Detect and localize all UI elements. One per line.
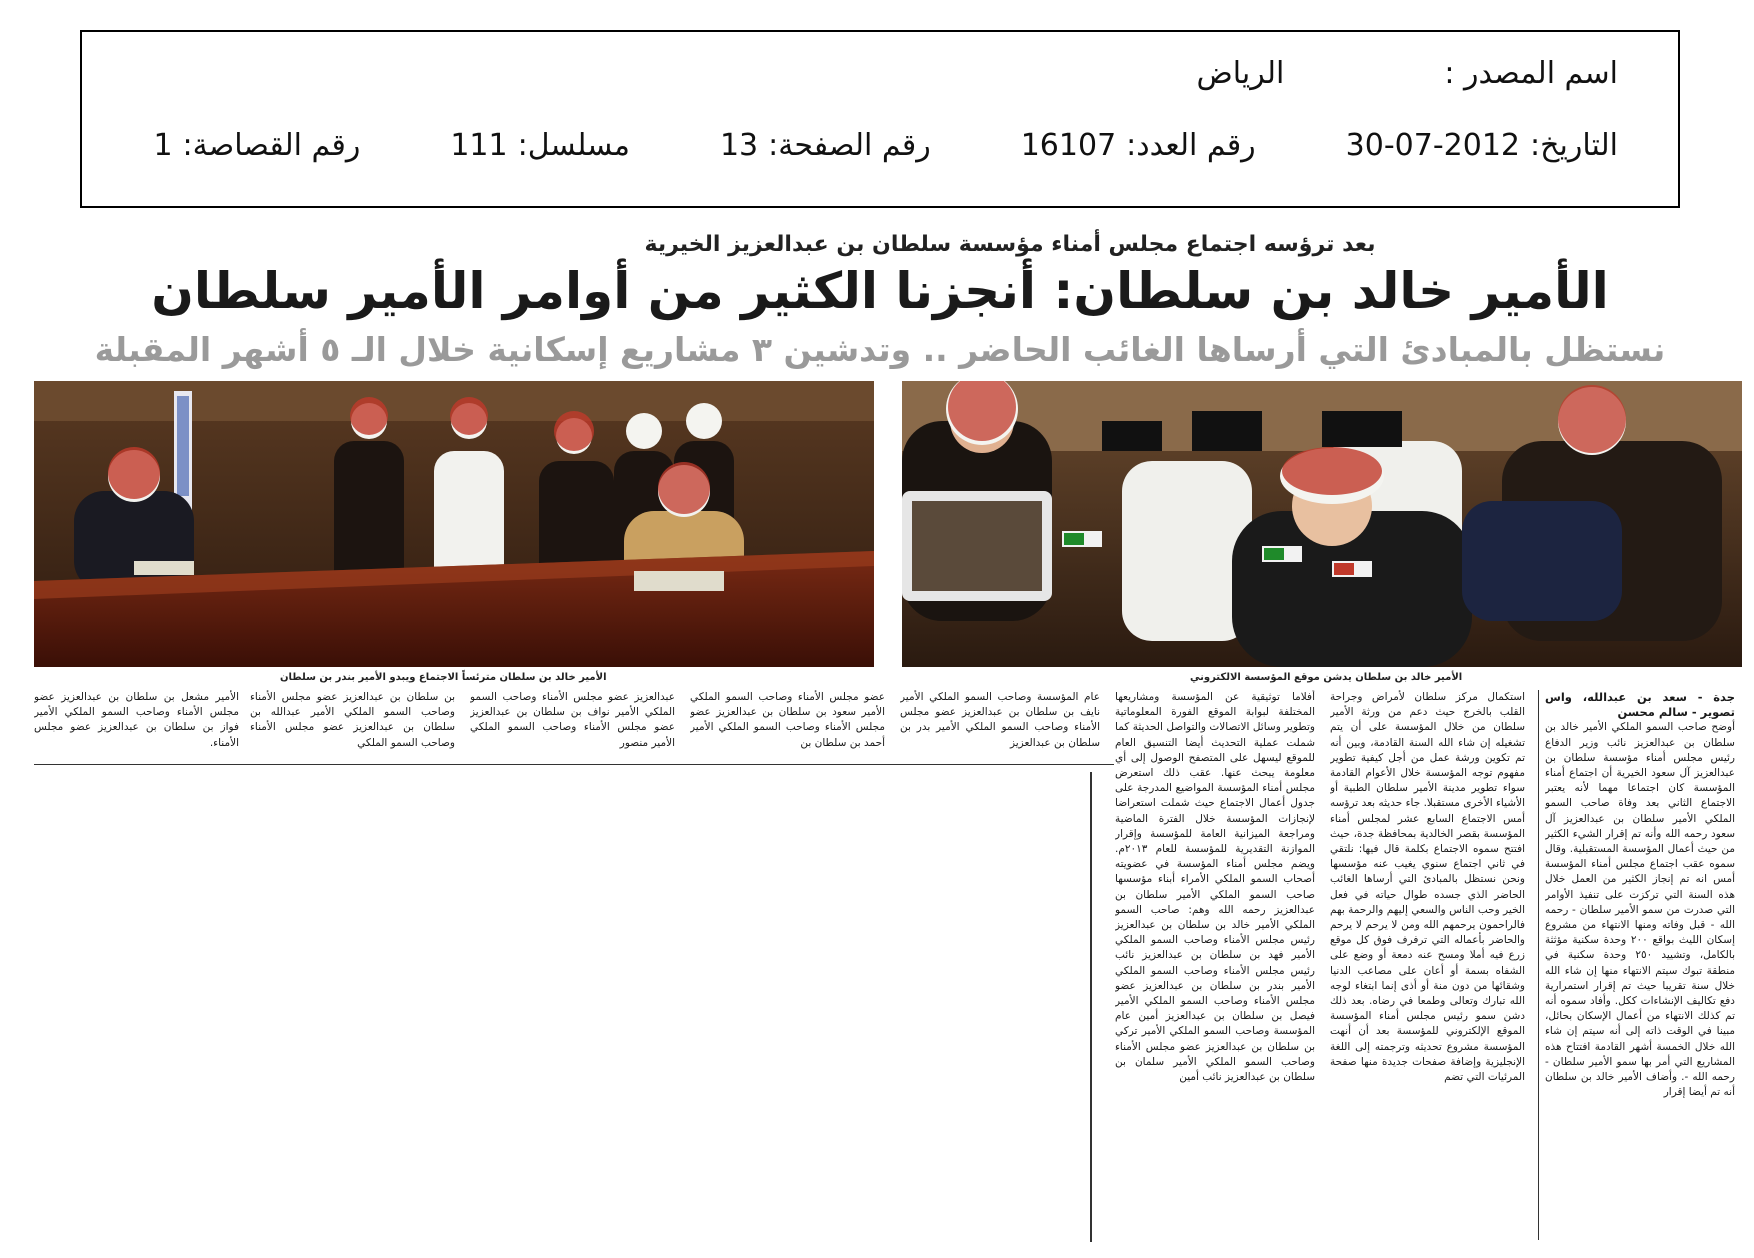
- column-2-text: استكمال مركز سلطان لأمراض وجراحة القلب بالخرج حيث دعم من ورثة الأمير سلطان من خلال المؤسسة على أن يتم تشغيله إن شاء الله السنة القادمة، وبين أنه تم تكوين ورشة عمل من أجل كيفية تطوير مفهوم توجه المؤسسة خلال الأعوام القادمة سواء تطوير مدينة الأمير سلطان الطبية أو الأشياء الأخرى مستقبلا. جاء حديثه بعد ترؤسه أمس الاجتماع السابع عشر لمجلس أمناء المؤسسة بقصر الخالدية بمحافظة جدة، حيث افتتح سموه الاجتماع بكلمة قال فيها: نلتقي في ثاني اجتماع سنوي يغيب عنه مؤسسها ونحن نستظل بالمبادئ التي أرساها الغائب الحاضر الذي جسده طوال حياته في فعل الخير وحب الناس والسعي إليهم والرحمة بهم فالراحمون يرحمهم الله ومن لا يرحم لا يرحم والحاضر بأعماله التي ترفرف فوق كل موقع زرع فيه أملا ومسح عنه دمعة أو وضع على الشفاه بسمة أو أعان على مصاعب الدنيا وشقائها من دون منة أو أذى إنما ابتغاء لوجه الله تبارك وتعالى وطمعا في رضاه. بعد ذلك دشن سمو رئيس مجلس أمناء المؤسسة الموقع الإلكتروني للمؤسسة بعد أن أنهت المؤسسة مشروع تحديثه وترجمته إلى اللغة الإنجليزية وإضافة صفحات جديدة منها صفحة المرئيات التي تضم: [1330, 691, 1525, 1084]
- article-headline: الأمير خالد بن سلطان: أنجزنا الكثير من أوامر الأمير سلطان: [151, 262, 1609, 320]
- clip-field: [153, 128, 360, 163]
- article-column-2: [1330, 690, 1525, 1250]
- clipping-metadata-box: [80, 30, 1680, 208]
- column-7-text: بن سلطان بن عبدالعزيز عضو مجلس الأمناء وصاحب السمو الملكي الأمير عبدالله بن سلطان بن عبدالعزيز عضو مجلس الأمناء وصاحب السمو الملكي: [250, 691, 455, 749]
- source-row: [1197, 56, 1618, 91]
- date-value: 30-07-2012: [1345, 128, 1521, 163]
- article-kicker: بعد ترؤسه اجتماع مجلس أمناء مؤسسة سلطان بن عبدالعزيز الخيرية: [644, 232, 1376, 257]
- website-launch-photo-caption: الأمير خالد بن سلطان يدشن موقع المؤسسة الالكتروني: [1190, 672, 1463, 683]
- article-column-8: [34, 690, 239, 760]
- article-column-7: [250, 690, 455, 760]
- bottom-rule: [34, 764, 1114, 765]
- page-label: رقم الصفحة:: [768, 128, 931, 163]
- details-row: [153, 128, 1618, 163]
- clip-label: رقم القصاصة:: [182, 128, 361, 163]
- article-column-3: [1115, 690, 1315, 1250]
- clip-value: 1: [153, 128, 173, 163]
- meeting-photo: [34, 381, 874, 667]
- article-subheadline: نستظل بالمبادئ التي أرساها الغائب الحاضر .. وتدشين ٣ مشاريع إسكانية خلال الـ ٥ أشهر المقبلة: [94, 330, 1666, 369]
- article-column-4: [900, 690, 1100, 760]
- column-3-text: أفلاما توثيقية عن المؤسسة ومشاريعها المختلفة لبوابة الموقع الفورة المعلوماتية وتطوير وسائل الاتصالات والتواصل الحديثة كما شملت عملية التحديث أيضا التنسيق العام للموقع ليسهل على المتصفح الوصول إلى أي معلومة يبحث عنها. عقب ذلك استعرض مجلس أمناء المؤسسة المواضيع المدرجة على جدول أعمال الاجتماع حيث شملت استعراضا لإنجازات المؤسسة خلال الفترة الماضية ومراجعة الميزانية العامة للمؤسسة وإقرار الموازنة التقديرية للمؤسسة للعام ٢٠١٣م. ويضم مجلس أمناء المؤسسة في عضويته أصحاب السمو الملكي الأمراء أبناء مؤسسها صاحب السمو الملكي الأمير سلطان بن عبدالعزيز رحمه الله وهم: صاحب السمو الملكي الأمير خالد بن سلطان بن عبدالعزيز رئيس مجلس الأمناء وصاحب السمو الملكي الأمير فهد بن سلطان بن عبدالعزيز نائب رئيس مجلس الأمناء وصاحب السمو الملكي الأمير بندر بن سلطان بن عبدالعزيز عضو مجلس الأمناء وصاحب السمو الملكي الأمير فيصل بن سلطان بن عبدالعزيز أمين عام المؤسسة وصاحب السمو الملكي الأمير تركي بن سلطان بن عبدالعزيز عضو مجلس الأمناء وصاحب السمو الملكي الأمير سلمان بن سلطان بن عبدالعزيز نائب أمين: [1115, 691, 1315, 1084]
- serial-value: 111: [450, 128, 508, 163]
- issue-field: [1021, 128, 1256, 163]
- meeting-photo-caption: الأمير خالد بن سلطان مترئساً الاجتماع ويبدو الأمير بندر بن سلطان: [280, 672, 607, 683]
- article-column-6: [470, 690, 675, 760]
- issue-value: 16107: [1020, 128, 1117, 163]
- column-divider: [1538, 690, 1539, 1240]
- column-6-text: عبدالعزيز عضو مجلس الأمناء وصاحب السمو الملكي الأمير نواف بن سلطان بن عبدالعزيز عضو مجلس الأمناء وصاحب السمو الملكي الأمير منصور: [470, 691, 675, 749]
- website-launch-photo: [902, 381, 1742, 667]
- article-column-1: [1545, 690, 1735, 1250]
- serial-field: [450, 128, 630, 163]
- page-field: [720, 128, 931, 163]
- side-rule: [1090, 772, 1092, 1242]
- date-field: [1346, 128, 1618, 163]
- column-4-text: عام المؤسسة وصاحب السمو الملكي الأمير نايف بن سلطان بن عبدالعزيز عضو مجلس الأمناء وصاحب السمو الملكي الأمير بدر بن سلطان بن عبدالعزيز: [900, 691, 1100, 749]
- source-value: الرياض: [1196, 56, 1285, 91]
- issue-label: رقم العدد:: [1126, 128, 1256, 163]
- column-1-text: أوضح صاحب السمو الملكي الأمير خالد بن سلطان بن عبدالعزيز نائب وزير الدفاع رئيس مجلس أمناء مؤسسة سلطان بن عبدالعزيز آل سعود الخيرية أن اجتماع أمناء المؤسسة كان اجتماعا مهما لأنه يعتبر الاجتماع الثاني بعد وفاة صاحب السمو الملكي الأمير سلطان بن عبدالعزيز آل سعود رحمه الله وأنه تم إقرار الشيء الكثير من حيث أعمال المؤسسة المستقبلية. وقال سموه عقب اجتماع مجلس أمناء المؤسسة أمس انه تم إنجاز الكثير من العمل خلال هذه السنة التي تركزت على تنفيذ الأوامر التي صدرت من سمو الأمير سلطان - رحمه الله - قبل وفاته ومنها الانتهاء من مشروع إسكان الليث بواقع ٢٠٠ وحدة سكنية مؤثثة بالكامل، وتشييد ٢٥٠ وحدة سكنية في منطقة تبوك سيتم الانتهاء منها إن شاء الله خلال سنة تقريبا حيث تم إقرار استمرارية دفع تكاليف الإنشاءات ككل. وأفاد سموه أنه تم كذلك الانتهاء من أعمال الإسكان بحائل، مبينا في الوقت ذاته إلى أنه سيتم إن شاء الله خلال الخمسة أشهر القادمة افتتاح هذه المشاريع التي أمر بها سمو الأمير سلطان - رحمه الله -. وأضاف الأمير خالد بن سلطان أنه تم أيضا إقرار: [1545, 721, 1735, 1099]
- article-byline: جدة - سعد بن عبدالله، واس تصوير - سالم محسن: [1545, 690, 1735, 720]
- column-5-text: عضو مجلس الأمناء وصاحب السمو الملكي الأمير سعود بن سلطان بن عبدالعزيز عضو مجلس الأمناء وصاحب السمو الملكي الأمير أحمد بن سلطان بن: [690, 691, 885, 749]
- date-label: التاريخ:: [1530, 128, 1618, 163]
- serial-label: مسلسل:: [517, 128, 630, 163]
- column-8-text: الأمير مشعل بن سلطان بن عبدالعزيز عضو مجلس الأمناء وصاحب السمو الملكي الأمير فواز بن سلطان بن عبدالعزيز عضو مجلس الأمناء.: [34, 691, 239, 749]
- article-column-5: [690, 690, 885, 760]
- source-label: اسم المصدر :: [1444, 56, 1618, 91]
- page-value: 13: [719, 128, 759, 163]
